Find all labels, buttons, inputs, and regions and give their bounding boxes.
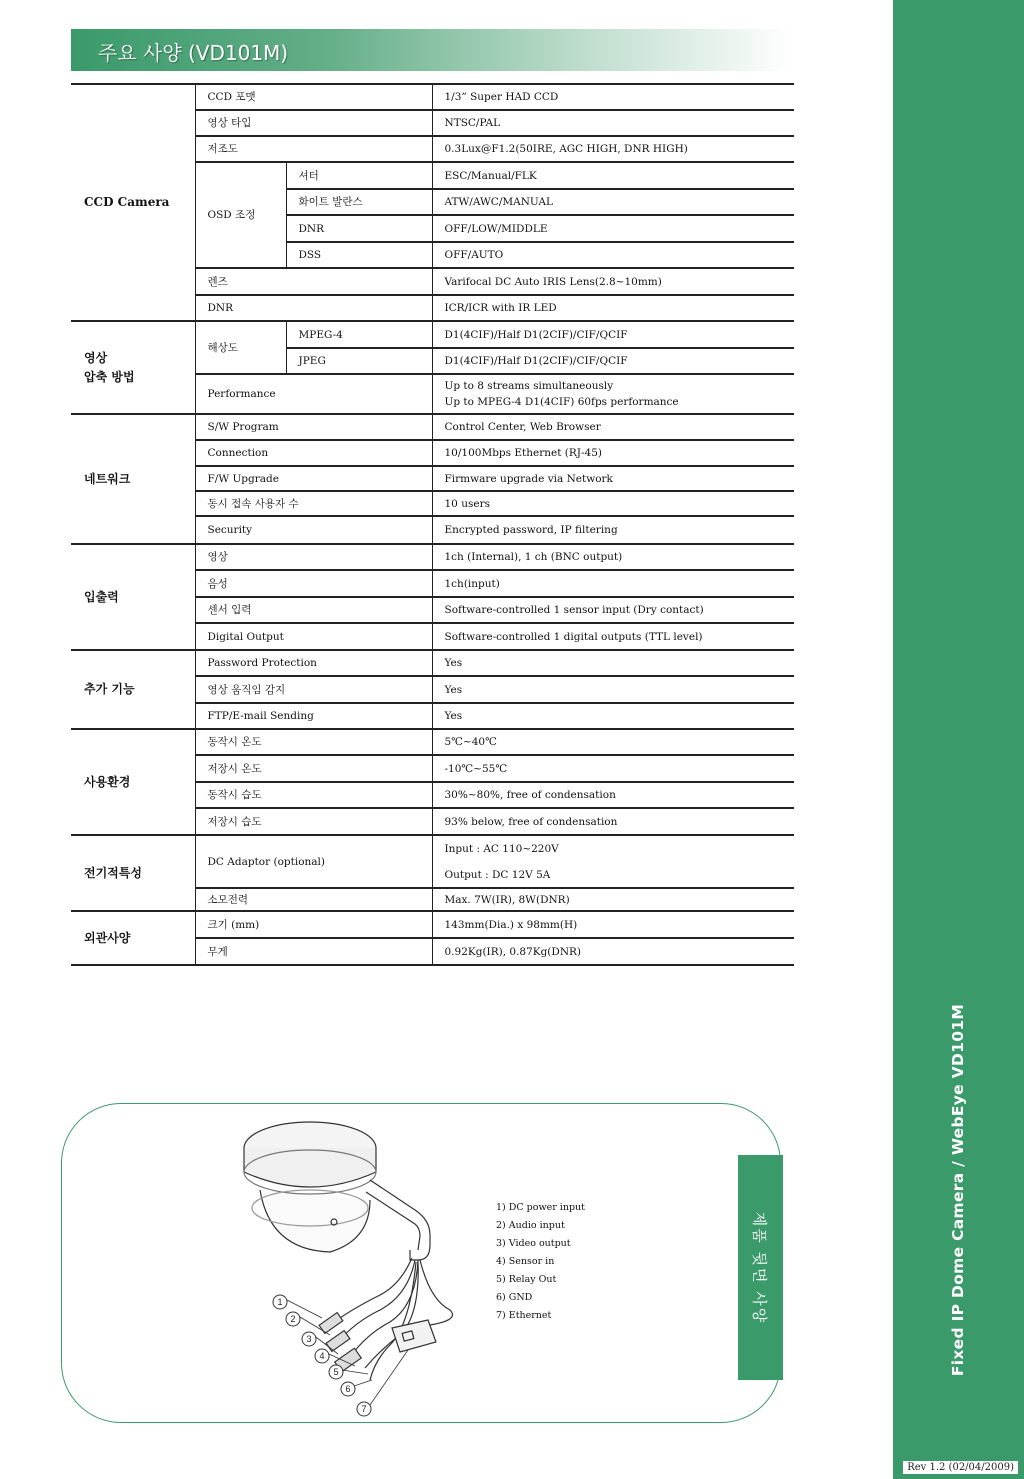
spec-label: 동시 접속 사용자 수 — [195, 491, 432, 516]
spec-label: MPEG-4 — [286, 321, 432, 348]
spec-value: ESC/Manual/FLK — [432, 162, 794, 189]
category-ccd: CCD Camera — [71, 84, 195, 321]
category-io: 입출력 — [71, 544, 195, 650]
revision-label: Rev 1.2 (02/04/2009) — [903, 1461, 1018, 1474]
spec-label: Security — [195, 516, 432, 544]
spec-label: Connection — [195, 440, 432, 466]
legend-item: 6) GND — [496, 1292, 533, 1303]
svg-text:3: 3 — [306, 1334, 312, 1344]
table-row — [71, 321, 794, 348]
spec-label: 크기 (mm) — [195, 911, 432, 938]
svg-text:4: 4 — [319, 1351, 325, 1361]
title-banner — [71, 29, 793, 71]
svg-text:5: 5 — [333, 1367, 339, 1377]
category-electrical: 전기적특성 — [71, 835, 195, 911]
legend-item: 1) DC power input — [496, 1202, 585, 1213]
spec-value: ATW/AWC/MANUAL — [432, 189, 794, 215]
spec-value: OFF/AUTO — [432, 242, 794, 268]
spec-value: 1ch (Internal), 1 ch (BNC output) — [432, 544, 794, 570]
callout-3 — [302, 1332, 316, 1346]
legend-item: 3) Video output — [496, 1238, 571, 1249]
camera-diagram — [230, 1110, 480, 1420]
table-row — [71, 84, 794, 110]
callout-4 — [315, 1349, 329, 1363]
spec-label: 렌즈 — [195, 268, 432, 295]
spec-value: D1(4CIF)/Half D1(2CIF)/CIF/QCIF — [432, 348, 794, 374]
category-extra: 추가 기능 — [71, 650, 195, 729]
spec-value: 30%~80%, free of condensation — [432, 782, 794, 808]
spec-label: 저장시 습도 — [195, 808, 432, 835]
spec-label: Password Protection — [195, 650, 432, 676]
spec-value: 10/100Mbps Ethernet (RJ-45) — [432, 440, 794, 466]
category-network: 네트워크 — [71, 414, 195, 544]
spec-value: 0.92Kg(IR), 0.87Kg(DNR) — [432, 938, 794, 965]
svg-text:7: 7 — [361, 1404, 367, 1414]
category-line: 압축 방법 — [84, 369, 135, 384]
table-row — [71, 911, 794, 938]
spec-label: FTP/E-mail Sending — [195, 703, 432, 729]
callout-5 — [329, 1365, 343, 1379]
table-row — [71, 650, 794, 676]
spec-label: S/W Program — [195, 414, 432, 440]
spec-value: 10 users — [432, 491, 794, 516]
spec-value: D1(4CIF)/Half D1(2CIF)/CIF/QCIF — [432, 321, 794, 348]
rear-panel-tab-label: 제품 뒷면 사양 — [750, 1211, 769, 1325]
category-environment: 사용환경 — [71, 729, 195, 835]
spec-value: Encrypted password, IP filtering — [432, 516, 794, 544]
page-title: 주요 사양 (VD101M) — [98, 41, 289, 65]
spec-value: Input : AC 110~220V — [432, 835, 794, 862]
svg-text:2: 2 — [290, 1314, 296, 1324]
spec-value: Max. 7W(IR), 8W(DNR) — [432, 888, 794, 911]
table-row — [71, 729, 794, 755]
spec-label: 저조도 — [195, 136, 432, 162]
spec-label: DNR — [195, 295, 432, 321]
spec-value: Yes — [432, 703, 794, 729]
spec-value: Yes — [432, 676, 794, 703]
spec-value: 1/3” Super HAD CCD — [432, 84, 794, 110]
spec-label: 센서 입력 — [195, 597, 432, 623]
spec-label: DSS — [286, 242, 432, 268]
spec-label: 영상 타입 — [195, 110, 432, 136]
spec-label: CCD 포맷 — [195, 84, 432, 110]
legend-item: 7) Ethernet — [496, 1310, 552, 1321]
legend-item: 2) Audio input — [496, 1220, 565, 1231]
table-row — [71, 835, 794, 862]
table-row — [71, 414, 794, 440]
category-line: 영상 — [84, 350, 108, 365]
spec-value: 0.3Lux@F1.2(50IRE, AGC HIGH, DNR HIGH) — [432, 136, 794, 162]
spec-value-line: Up to MPEG-4 D1(4CIF) 60fps performance — [444, 396, 679, 408]
spec-label: 저장시 온도 — [195, 755, 432, 782]
sidebar-title: Fixed IP Dome Camera / WebEye VD101M — [949, 1003, 967, 1377]
spec-label: DC Adaptor (optional) — [195, 835, 432, 888]
table-row — [71, 544, 794, 570]
spec-value: OFF/LOW/MIDDLE — [432, 215, 794, 242]
spec-value: Output : DC 12V 5A — [432, 862, 794, 888]
spec-value — [432, 374, 794, 414]
legend-item: 5) Relay Out — [496, 1274, 557, 1285]
spec-value: 143mm(Dia.) x 98mm(H) — [432, 911, 794, 938]
category-exterior: 외관사양 — [71, 911, 195, 965]
legend-item: 4) Sensor in — [496, 1256, 555, 1267]
spec-label: 동작시 습도 — [195, 782, 432, 808]
spec-value: Firmware upgrade via Network — [432, 466, 794, 491]
connector-legend — [496, 1199, 585, 1325]
spec-table — [71, 83, 794, 966]
spec-value-line: Up to 8 streams simultaneously — [444, 380, 614, 392]
callout-2 — [286, 1312, 300, 1326]
svg-text:1: 1 — [277, 1297, 283, 1307]
spec-label: 소모전력 — [195, 888, 432, 911]
spec-label: Digital Output — [195, 623, 432, 650]
spec-value: -10℃~55℃ — [432, 755, 794, 782]
spec-label: 영상 움직임 감지 — [195, 676, 432, 703]
spec-label: Performance — [195, 374, 432, 414]
spec-value: Control Center, Web Browser — [432, 414, 794, 440]
spec-group-label: OSD 조정 — [195, 162, 286, 268]
spec-group-label: 해상도 — [195, 321, 286, 374]
spec-label: DNR — [286, 215, 432, 242]
callout-7 — [357, 1402, 371, 1416]
spec-label: JPEG — [286, 348, 432, 374]
spec-label: 음성 — [195, 570, 432, 597]
spec-label: 화이트 발란스 — [286, 189, 432, 215]
category-video-compression — [71, 321, 195, 414]
spec-value: NTSC/PAL — [432, 110, 794, 136]
spec-label: 무게 — [195, 938, 432, 965]
spec-value: ICR/ICR with IR LED — [432, 295, 794, 321]
spec-value: Varifocal DC Auto IRIS Lens(2.8~10mm) — [432, 268, 794, 295]
spec-value: Software-controlled 1 digital outputs (TTL level) — [432, 623, 794, 650]
svg-text:6: 6 — [345, 1384, 351, 1394]
spec-value: 93% below, free of condensation — [432, 808, 794, 835]
spec-value: 5℃~40℃ — [432, 729, 794, 755]
spec-value: 1ch(input) — [432, 570, 794, 597]
spec-label: 동작시 온도 — [195, 729, 432, 755]
spec-value: Software-controlled 1 sensor input (Dry contact) — [432, 597, 794, 623]
spec-value: Yes — [432, 650, 794, 676]
spec-label: 셔터 — [286, 162, 432, 189]
callout-6 — [341, 1382, 355, 1396]
callout-1 — [273, 1295, 287, 1309]
spec-label: 영상 — [195, 544, 432, 570]
spec-label: F/W Upgrade — [195, 466, 432, 491]
